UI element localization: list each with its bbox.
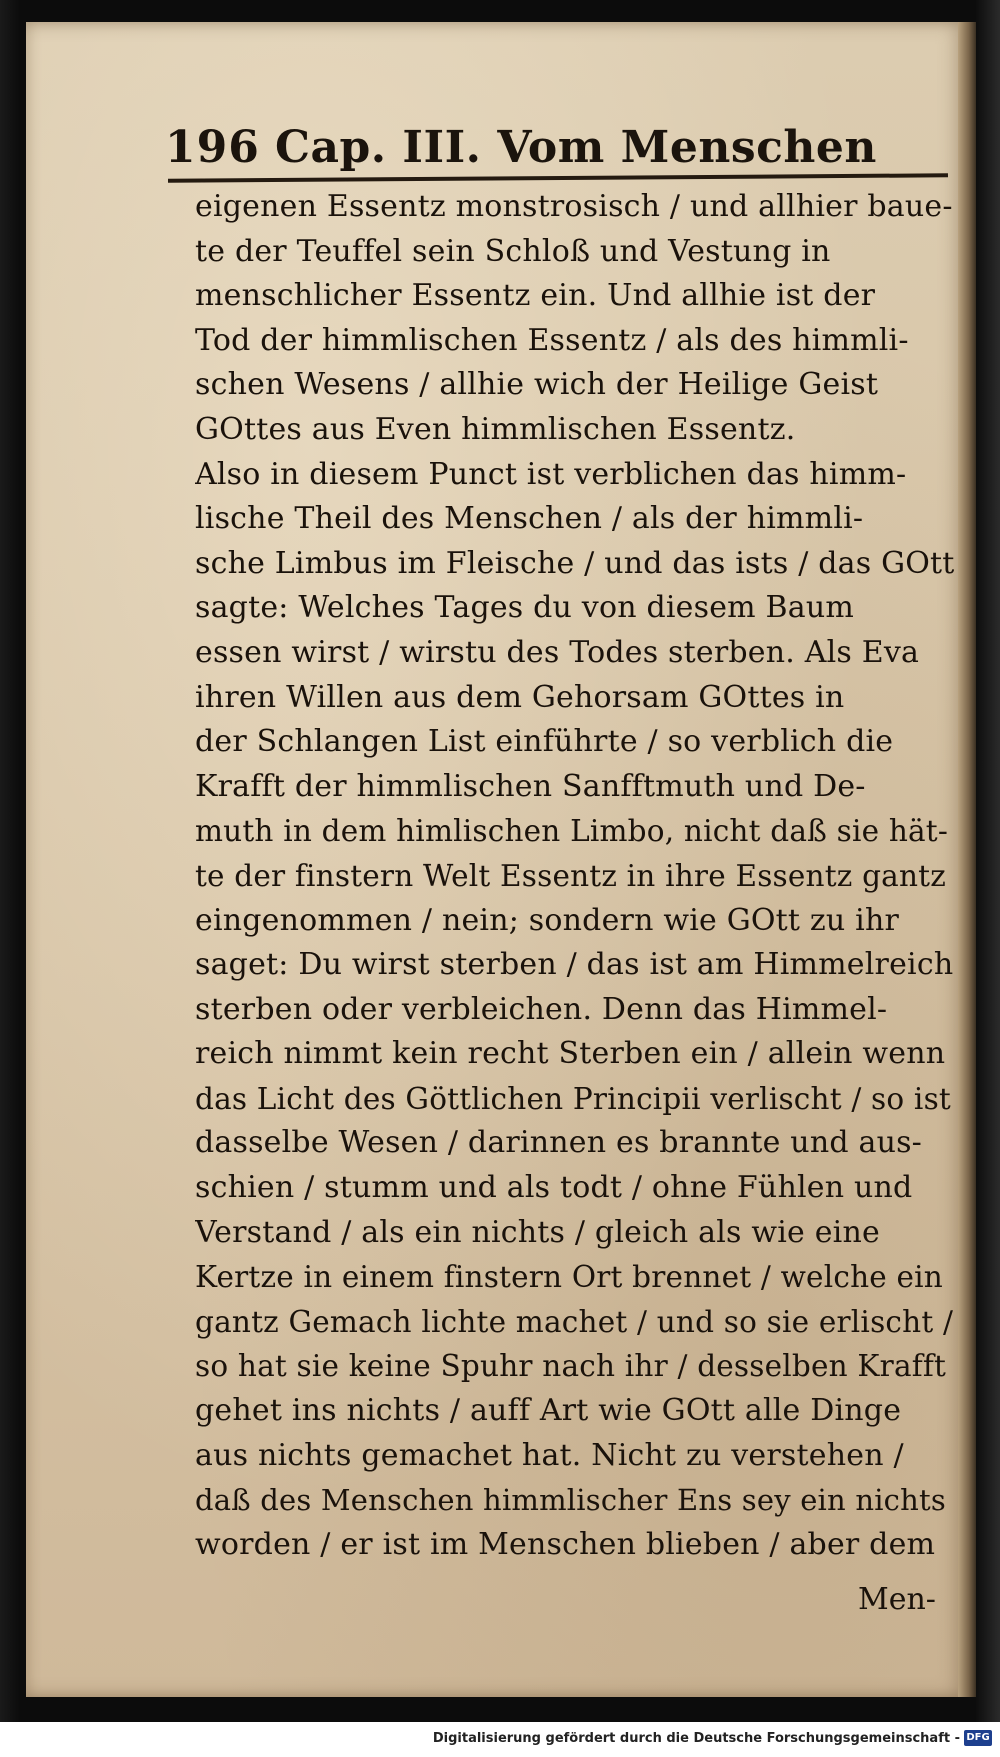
text-line: muth in dem himlischen Limbo, nicht daß sie hät- xyxy=(195,814,949,849)
body-text xyxy=(195,185,955,1567)
text-line: te der finstern Welt Essentz in ihre Essentz gantz xyxy=(195,858,946,893)
page-number: 196 xyxy=(165,122,260,173)
text-line: gehet ins nichts / auff Art wie GOtt alle Dinge xyxy=(195,1393,902,1429)
text-line: schen Wesens / allhie wich der Heilige Geist xyxy=(195,367,879,403)
text-line: Kertze in einem finstern Ort brennet / welche ein xyxy=(195,1260,943,1295)
text-line: so hat sie keine Spuhr nach ihr / desselben Krafft xyxy=(195,1349,947,1384)
digitization-credit: Digitalisierung gefördert durch die Deutsche Forschungsgemeinschaft - xyxy=(432,1731,960,1746)
text-line: schien / stumm und als todt / ohne Fühlen und xyxy=(195,1170,913,1206)
text-line: eingenommen / nein; sondern wie GOtt zu ihr xyxy=(195,902,900,938)
text-line: reich nimmt kein recht Sterben ein / allein wenn xyxy=(195,1036,946,1072)
text-line: ihren Willen aus dem Gehorsam GOttes in xyxy=(195,679,845,715)
text-line: te der Teuffel sein Schloß und Vestung in xyxy=(195,233,831,269)
catchword: Men- xyxy=(858,1582,936,1617)
text-line: Also in diesem Punct ist verblichen das himm- xyxy=(195,456,907,492)
running-head: Cap. III. Vom Menschen xyxy=(275,122,877,173)
text-line: saget: Du wirst sterben / das ist am Himmelreich xyxy=(195,947,954,983)
text-line: essen wirst / wirstu des Todes sterben. Als Eva xyxy=(195,634,920,670)
text-line: eigenen Essentz monstrosisch / und allhier baue- xyxy=(195,189,953,224)
text-line: lische Theil des Menschen / als der himmli- xyxy=(195,501,864,537)
text-line: Tod der himmlischen Essentz / als des himmli- xyxy=(195,322,909,358)
text-line: daß des Menschen himmlischer Ens sey ein nichts xyxy=(195,1483,946,1518)
text-line: sagte: Welches Tages du von diesem Baum xyxy=(195,590,855,626)
page-header xyxy=(165,122,955,178)
text-line: Krafft der himmlischen Sanfftmuth und De- xyxy=(195,768,866,804)
text-line: dasselbe Wesen / darinnen es brannte und aus- xyxy=(195,1125,923,1161)
text-line: menschlicher Essentz ein. Und allhie ist der xyxy=(195,278,876,314)
text-line: das Licht des Göttlichen Principii verlischt / so ist xyxy=(195,1081,951,1116)
text-line: GOttes aus Even himmlischen Essentz. xyxy=(195,411,796,447)
text-line: aus nichts gemachet hat. Nicht zu verstehen / xyxy=(195,1437,904,1473)
text-line: gantz Gemach lichte machet / und so sie erlischt / xyxy=(195,1304,954,1339)
dfg-logo: DFG xyxy=(964,1730,992,1746)
text-line: sche Limbus im Fleische / und das ists / das GOtt xyxy=(195,545,955,581)
text-line: worden / er ist im Menschen blieben / aber dem xyxy=(195,1526,936,1562)
text-line: Verstand / als ein nichts / gleich als wie eine xyxy=(195,1214,880,1250)
page-gutter xyxy=(958,22,976,1697)
text-line: der Schlangen List einführte / so verblich die xyxy=(195,724,894,760)
text-line: sterben oder verbleichen. Denn das Himmel- xyxy=(195,991,888,1027)
